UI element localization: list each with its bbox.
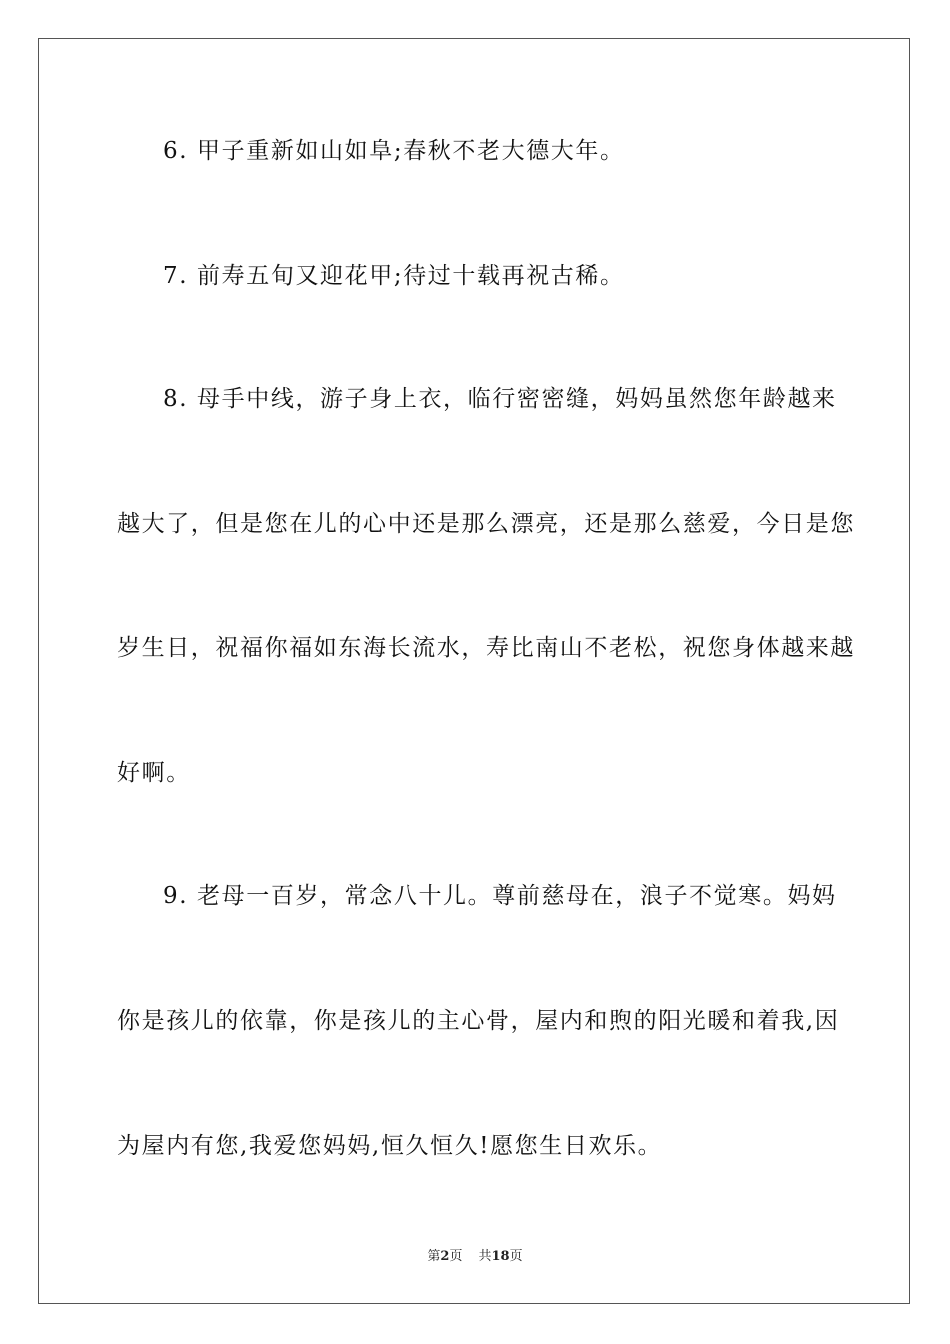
paragraph-7: 7. 前寿五旬又迎花甲;待过十载再祝古稀。 <box>163 263 625 289</box>
page-suffix: 页 <box>449 1249 463 1264</box>
page-prefix: 第 <box>427 1249 441 1264</box>
paragraph-8-line-3: 岁生日，祝福你福如东海长流水，寿比南山不老松，祝您身体越来越 <box>117 635 855 661</box>
paragraph-8-line-1: 8. 母手中线，游子身上衣，临行密密缝，妈妈虽然您年龄越来 <box>163 386 837 412</box>
paragraph-9-line-3: 为屋内有您,我爱您妈妈,恒久恒久!愿您生日欢乐。 <box>117 1133 663 1159</box>
page-footer <box>0 1248 950 1266</box>
paragraph-9-line-1: 9. 老母一百岁，常念八十儿。尊前慈母在，浪子不觉寒。妈妈 <box>163 883 837 909</box>
page-border <box>38 38 910 1304</box>
total-suffix: 页 <box>509 1249 523 1264</box>
paragraph-8-line-4: 好啊。 <box>117 760 191 786</box>
paragraph-6: 6. 甲子重新如山如阜;春秋不老大德大年。 <box>163 138 625 164</box>
paragraph-8-line-2: 越大了，但是您在儿的心中还是那么漂亮，还是那么慈爱，今日是您 <box>117 511 855 537</box>
page-number: 2 <box>440 1249 450 1264</box>
paragraph-9-line-2: 你是孩儿的依靠，你是孩儿的主心骨，屋内和煦的阳光暖和着我,因 <box>117 1008 840 1034</box>
total-prefix: 共 <box>478 1249 492 1264</box>
total-pages: 18 <box>491 1249 510 1264</box>
